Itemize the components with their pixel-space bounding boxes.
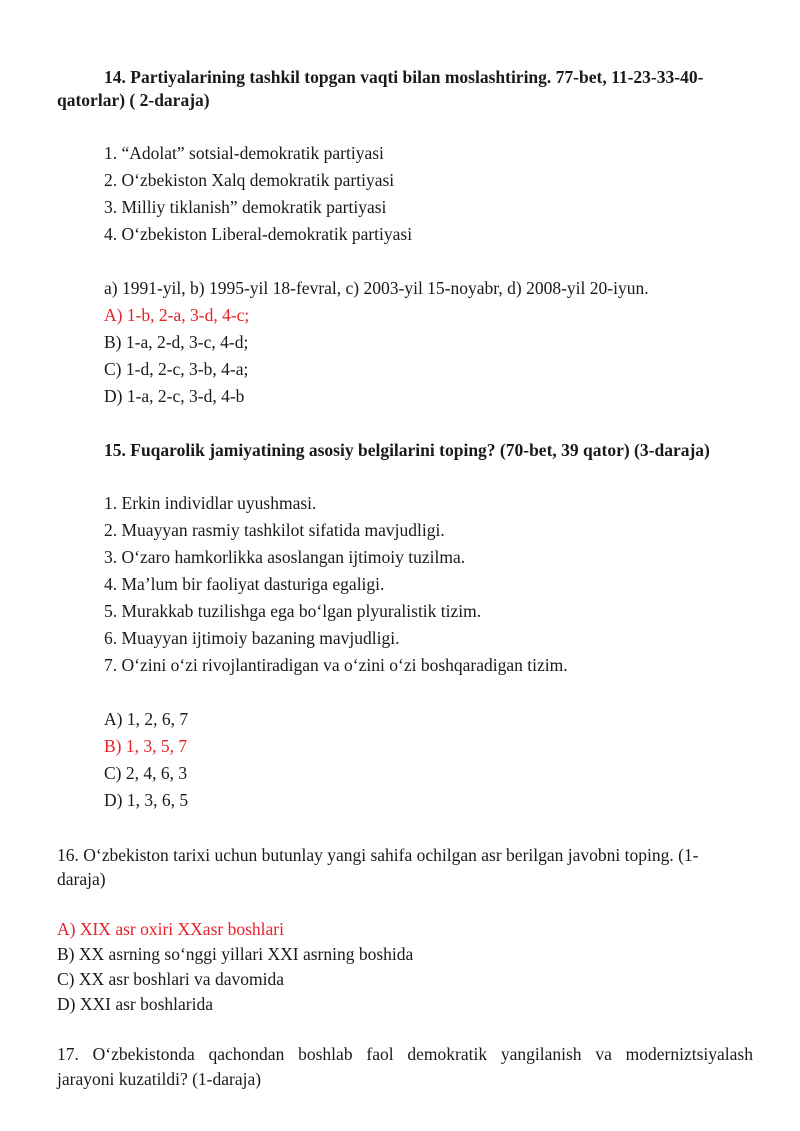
q17-title-line2: jarayoni kuzatildi? (1-daraja) bbox=[57, 1069, 262, 1089]
q14-title-line1: 14. Partiyalarining tashkil topgan vaqti bilan moslashtiring. 77-bet, 11-23-33-40- bbox=[104, 67, 704, 87]
q16-option-b: B) XX asrning so‘nggi yillari XXI asrning boshida bbox=[57, 944, 414, 964]
q14-item-3: 3. Milliy tiklanish” demokratik partiyasi bbox=[104, 197, 387, 217]
q15-item-4: 4. Ma’lum bir faoliyat dasturiga egaligi. bbox=[104, 574, 385, 594]
q14-item-2: 2. O‘zbekiston Xalq demokratik partiyasi bbox=[104, 170, 395, 190]
q16-title-line1: 16. O‘zbekiston tarixi uchun butunlay yangi sahifa ochilgan asr berilgan javobni toping. (1- bbox=[57, 845, 699, 865]
q14-dates: a) 1991-yil, b) 1995-yil 18-fevral, c) 2003-yil 15-noyabr, d) 2008-yil 20-iyun. bbox=[104, 278, 649, 298]
q14-item-1: 1. “Adolat” sotsial-demokratik partiyasi bbox=[104, 143, 384, 163]
q14-option-b: B) 1-a, 2-d, 3-c, 4-d; bbox=[104, 332, 249, 352]
q15-item-2: 2. Muayyan rasmiy tashkilot sifatida mavjudligi. bbox=[104, 520, 445, 540]
q15-option-c: C) 2, 4, 6, 3 bbox=[104, 763, 188, 783]
q15-item-1: 1. Erkin individlar uyushmasi. bbox=[104, 493, 317, 513]
q14-option-d: D) 1-a, 2-c, 3-d, 4-b bbox=[104, 386, 245, 406]
q16-option-d: D) XXI asr boshlarida bbox=[57, 994, 213, 1014]
q15-option-d: D) 1, 3, 6, 5 bbox=[104, 790, 189, 810]
q14-option-a-correct: A) 1-b, 2-a, 3-d, 4-c; bbox=[104, 305, 250, 325]
q16-option-c: C) XX asr boshlari va davomida bbox=[57, 969, 284, 989]
q14-title-line2: qatorlar) ( 2-daraja) bbox=[57, 90, 210, 110]
q16-option-a-correct: A) XIX asr oxiri XXasr boshlari bbox=[57, 919, 284, 939]
q15-option-b-correct: B) 1, 3, 5, 7 bbox=[104, 736, 188, 756]
q15-item-7: 7. O‘zini o‘zi rivojlantiradigan va o‘zini o‘zi boshqaradigan tizim. bbox=[104, 655, 568, 675]
q17-title-line1: 17. O‘zbekistonda qachondan boshlab faol demokratik yangilanish va moderniztsiyalash bbox=[57, 1044, 753, 1064]
q14-item-4: 4. O‘zbekiston Liberal-demokratik partiyasi bbox=[104, 224, 413, 244]
q15-item-5: 5. Murakkab tuzilishga ega bo‘lgan plyuralistik tizim. bbox=[104, 601, 482, 621]
q16-title-line2: daraja) bbox=[57, 869, 106, 889]
q14-option-c: C) 1-d, 2-c, 3-b, 4-a; bbox=[104, 359, 249, 379]
q15-item-3: 3. O‘zaro hamkorlikka asoslangan ijtimoiy tuzilma. bbox=[104, 547, 466, 567]
q15-option-a: A) 1, 2, 6, 7 bbox=[104, 709, 189, 729]
q15-title: 15. Fuqarolik jamiyatining asosiy belgilarini toping? (70-bet, 39 qator) (3-daraja) bbox=[104, 440, 710, 460]
q15-item-6: 6. Muayyan ijtimoiy bazaning mavjudligi. bbox=[104, 628, 400, 648]
